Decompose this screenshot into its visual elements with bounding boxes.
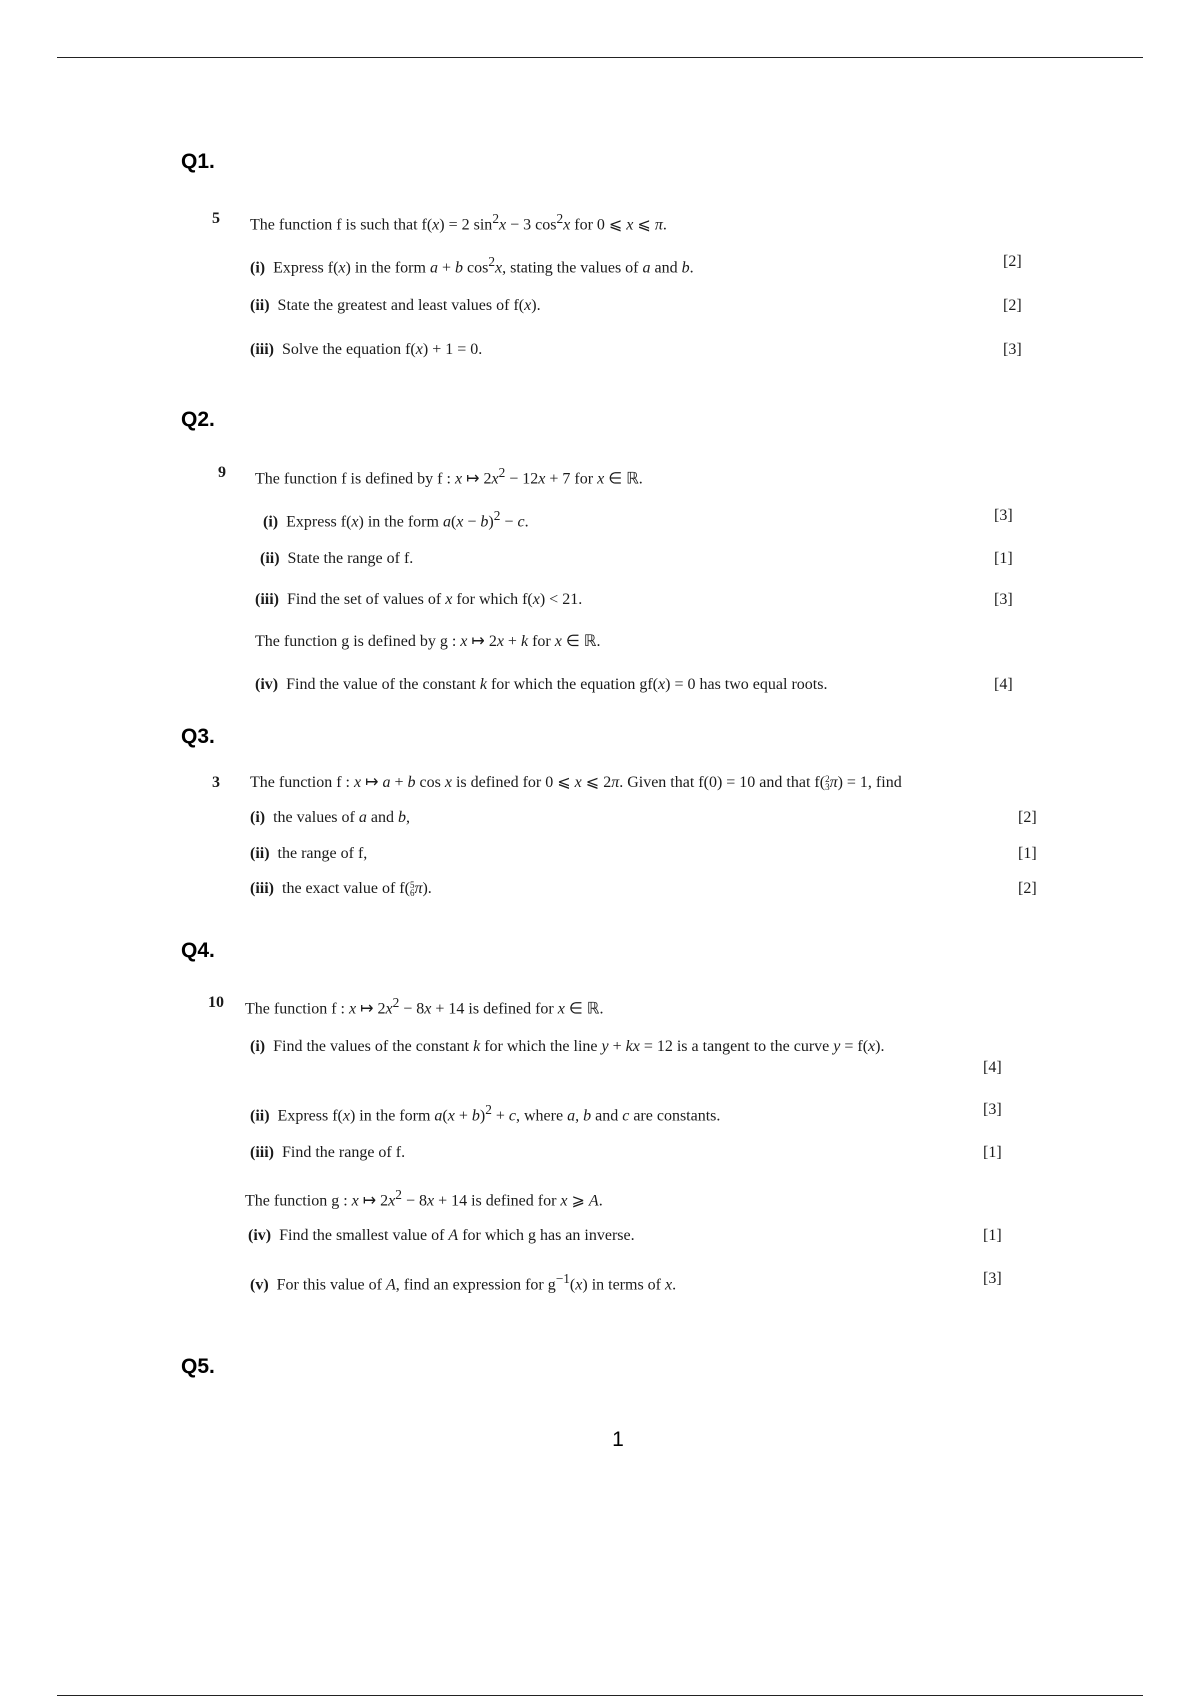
part-label: (ii) (250, 297, 270, 314)
part-marks: [2] (1018, 809, 1037, 826)
question-heading-q2: Q2. (181, 408, 215, 431)
part-label: (iv) (255, 676, 279, 693)
question-number: 3 (212, 774, 220, 791)
part-label: (ii) (250, 1107, 270, 1125)
part-marks: [3] (983, 1101, 1002, 1118)
question-part: (ii) the range of f, (250, 845, 368, 862)
question-mid-stem: The function g : x ↦ $2x^2 - 8x + 14$ is defined for x ⩾ A. (245, 1187, 603, 1210)
question-part: (i) Express f(x) in the form $a(x - b)^2 - c$. (263, 508, 529, 531)
part-marks: [1] (983, 1227, 1002, 1244)
part-marks: [1] (994, 550, 1013, 567)
question-part: (ii) State the range of f. (260, 550, 414, 567)
question-heading-q1: Q1. (181, 150, 215, 173)
top-rule (57, 57, 1143, 58)
part-marks: [4] (994, 676, 1013, 693)
question-part: (iv) Find the smallest value of A for which g has an inverse. (248, 1227, 635, 1244)
part-label: (v) (250, 1276, 269, 1294)
part-label: (iii) (250, 1144, 274, 1161)
question-stem: The function f is defined by f : x ↦ $2x^2 - 12x + 7$ for x ∈ ℝ. (255, 465, 643, 488)
part-label: (iii) (250, 880, 274, 897)
question-part: (v) For this value of A, find an expression for $g^{-1}(x)$ in terms of x. (250, 1271, 677, 1294)
part-marks: [3] (983, 1270, 1002, 1287)
part-label: (ii) (260, 550, 280, 567)
part-label: (ii) (250, 845, 270, 862)
part-marks: [2] (1003, 297, 1022, 314)
question-number: 9 (218, 464, 226, 481)
question-stem: The function f : x ↦ $2x^2 - 8x + 14$ is defined for x ∈ ℝ. (245, 995, 604, 1018)
part-label: (i) (250, 259, 266, 277)
part-label: (iii) (250, 341, 274, 358)
question-stem: The function f : x ↦ a + b cos x is defined for 0 ⩽ x ⩽ 2π. Given that f(0) = 10 and that f( 2 3 π) = 1, find (250, 774, 902, 793)
question-part: (i) the values of a and b, (250, 809, 410, 826)
part-marks: [3] (994, 507, 1013, 524)
part-label: (i) (250, 1038, 266, 1055)
page-number: 1 (612, 1428, 624, 1451)
part-label: (iii) (255, 591, 279, 608)
part-marks: [2] (1018, 880, 1037, 897)
question-mid-stem: The function g is defined by g : x ↦ 2x + k for x ∈ ℝ. (255, 633, 601, 650)
bottom-rule (57, 1695, 1143, 1696)
part-marks: [2] (1003, 253, 1022, 270)
question-number: 10 (208, 994, 224, 1011)
question-stem: The function f is such that f(x) = 2 $\sin^2x - 3$ $\cos^2x$ for 0 ⩽ x ⩽ π. (250, 211, 667, 234)
question-part: (i) Express f(x) in the form a + b $\cos^2x$, stating the values of a and b. (250, 254, 694, 277)
part-marks: [1] (983, 1144, 1002, 1161)
question-part: (ii) Express f(x) in the form $a(x + b)^2 + c$, where a, b and c are constants. (250, 1102, 721, 1125)
question-part: (iv) Find the value of the constant k for which the equation gf(x) = 0 has two equal roots. (255, 676, 828, 693)
question-part: (iii) Find the set of values of x for which f(x) < 21. (255, 591, 583, 608)
question-heading-q3: Q3. (181, 725, 215, 748)
part-label: (i) (250, 809, 266, 826)
part-marks: [3] (1003, 341, 1022, 358)
part-marks: [4] (983, 1059, 1002, 1076)
question-heading-q5: Q5. (181, 1355, 215, 1378)
question-part: (iii) the exact value of f( 5 6 π). (250, 880, 432, 899)
part-label: (i) (263, 513, 279, 531)
question-number: 5 (212, 210, 220, 227)
question-part: (i) Find the values of the constant k for which the line y + kx = 12 is a tangent to the curve y = f(x). (250, 1038, 885, 1055)
part-label: (iv) (248, 1227, 272, 1244)
part-marks: [3] (994, 591, 1013, 608)
question-heading-q4: Q4. (181, 939, 215, 962)
question-part: (iii) Find the range of f. (250, 1144, 406, 1161)
question-part: (ii) State the greatest and least values of f(x). (250, 297, 541, 314)
part-marks: [1] (1018, 845, 1037, 862)
question-part: (iii) Solve the equation f(x) + 1 = 0. (250, 341, 483, 358)
